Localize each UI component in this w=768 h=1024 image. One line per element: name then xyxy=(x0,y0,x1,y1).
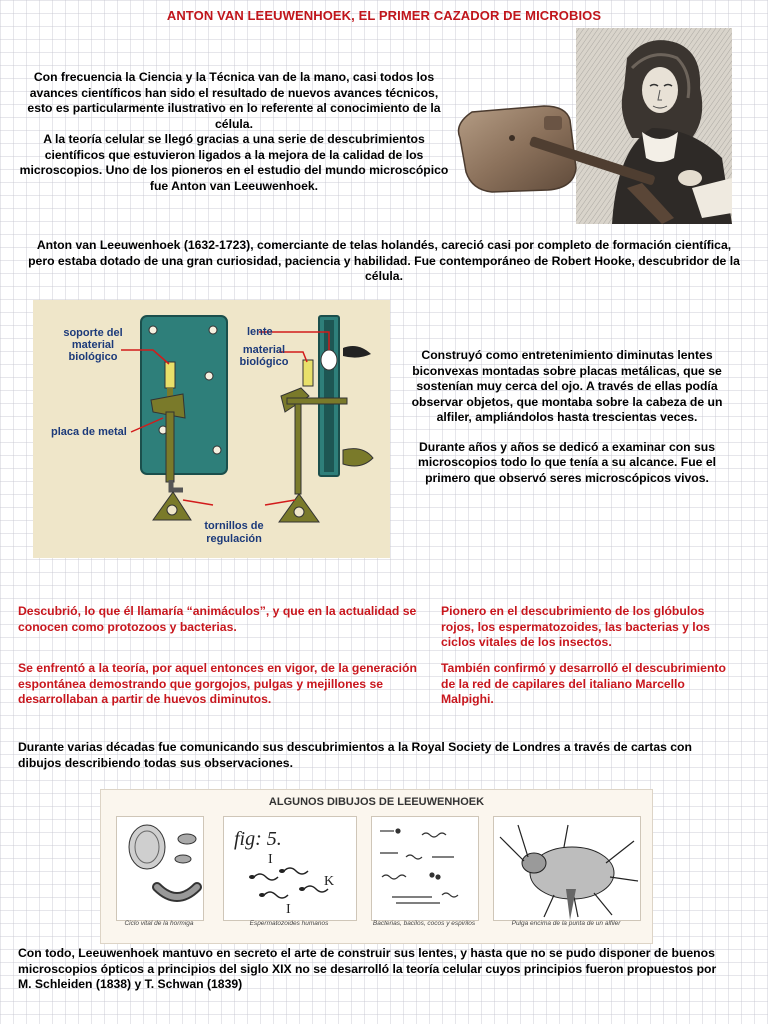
leeuwenhoek-portrait-illustration xyxy=(452,28,732,224)
caption-sperm: Espermatozoides humanos xyxy=(249,920,329,927)
caption-ant: Ciclo vital de la hormiga xyxy=(124,920,194,927)
bio-text: Anton van Leeuwenhoek (1632-1723), comerciante de telas holandés, careció casi por completo de formación científica, pero estaba dotado de una gran curiosidad, paciencia y habilidad. Fue contemporáneo de Robert Hooke, descubridor de la célula. xyxy=(28,238,740,283)
portrait-image xyxy=(452,28,732,224)
royal-society-text: Durante varias décadas fue comunicando sus descubrimientos a la Royal Society de Londres a través de cartas con dibujos describiendo todas sus observaciones. xyxy=(18,740,692,770)
spermatozoa-drawing xyxy=(224,817,356,920)
drawings-panel xyxy=(100,789,653,944)
discovery-right-1: Pionero en el descubrimiento de los glóbulos rojos, los espermatozoides, las bacterias y los ciclos vitales de los insectos. xyxy=(441,604,710,649)
drawing-ant-life-cycle xyxy=(116,816,204,921)
drawing-spermatozoa xyxy=(223,816,357,921)
intro-paragraph-2: A la teoría celular se llegó gracias a una serie de descubrimientos científicos que estuvieron ligados a la mejora de la calidad de los microscopios. Uno de los pioneros en el estudio del mundo microscópico fue Anton van Leeuwenhoek. xyxy=(19,132,449,193)
lenses-paragraph-1: Construyó como entretenimiento diminutas lentes biconvexas montadas sobre placas metálicas, que se sostenían muy cerca del ojo. A través de ellas podía observar objetos, que montaba sobre la cabeza de un alfiler, ampliándolos hasta trescientas veces. xyxy=(411,348,723,424)
lenses-paragraph-2: Durante años y años se dedicó a examinar con sus microscopios todo lo que tenía a su alcance. Fue el primero que observó seres microscópicos vivos. xyxy=(418,439,716,485)
label-soporte: soporte del material biológico xyxy=(63,327,123,363)
svg-text:I: I xyxy=(268,852,273,867)
discovery-left-1: Descubrió, lo que él llamaría “animáculos”, y que en la actualidad se conocen como protozoos y bacterias. xyxy=(18,604,417,634)
caption-bacteria: Bacterias, bacilos, cocos y espirilos xyxy=(372,920,476,927)
drawing-bacteria xyxy=(371,816,479,921)
flea-drawing xyxy=(494,817,640,920)
closing-text: Con todo, Leeuwenhoek mantuvo en secreto el arte de construir sus lentes, y hasta que no se pudo disponer de buenos microscopios ópticos a principios del siglo XIX no se desarrolló la teoría celular cuyos principios fueron propuestos por M. Schleiden (1838) y T. Schwan (1839) xyxy=(18,946,717,991)
microscope-diagram xyxy=(33,300,390,558)
caption-flea: Pulga encima de la punta de un alfiler xyxy=(511,920,621,927)
drawing-flea xyxy=(493,816,641,921)
drawings-title: ALGUNOS DIBUJOS DE LEEUWENHOEK xyxy=(268,796,485,808)
discovery-left-2: Se enfrentó a la teoría, por aquel entonces en vigor, de la generación espontánea demostrando que gorgojos, pulgas y mejillones se desarrollaban a partir de huevos diminutos. xyxy=(18,661,417,706)
ant-larva-drawing xyxy=(117,817,203,920)
fig-label: fig: 5. xyxy=(234,828,282,850)
label-tornillos: tornillos de regulación xyxy=(204,520,264,545)
lenses-text xyxy=(402,348,732,486)
svg-text:K: K xyxy=(324,874,335,889)
label-material: material biológico xyxy=(239,344,289,368)
label-placa: placa de metal xyxy=(51,426,127,438)
intro-paragraph-1: Con frecuencia la Ciencia y la Técnica van de la mano, casi todos los avances científicos han sido el resultado de nuevos avances técnicos, esto es particularmente ilustrativo en lo referente al conocimiento de la célula. xyxy=(27,70,441,131)
svg-text:I: I xyxy=(286,902,291,917)
discovery-right-2: También confirmó y desarrolló el descubrimiento de la red de capilares del italiano Marcello Malpighi. xyxy=(441,661,726,706)
label-lente: lente xyxy=(247,326,273,338)
bacteria-drawing xyxy=(372,817,478,920)
intro-text xyxy=(18,70,450,194)
page-title: ANTON VAN LEEUWENHOEK, EL PRIMER CAZADOR DE MICROBIOS xyxy=(166,8,602,23)
